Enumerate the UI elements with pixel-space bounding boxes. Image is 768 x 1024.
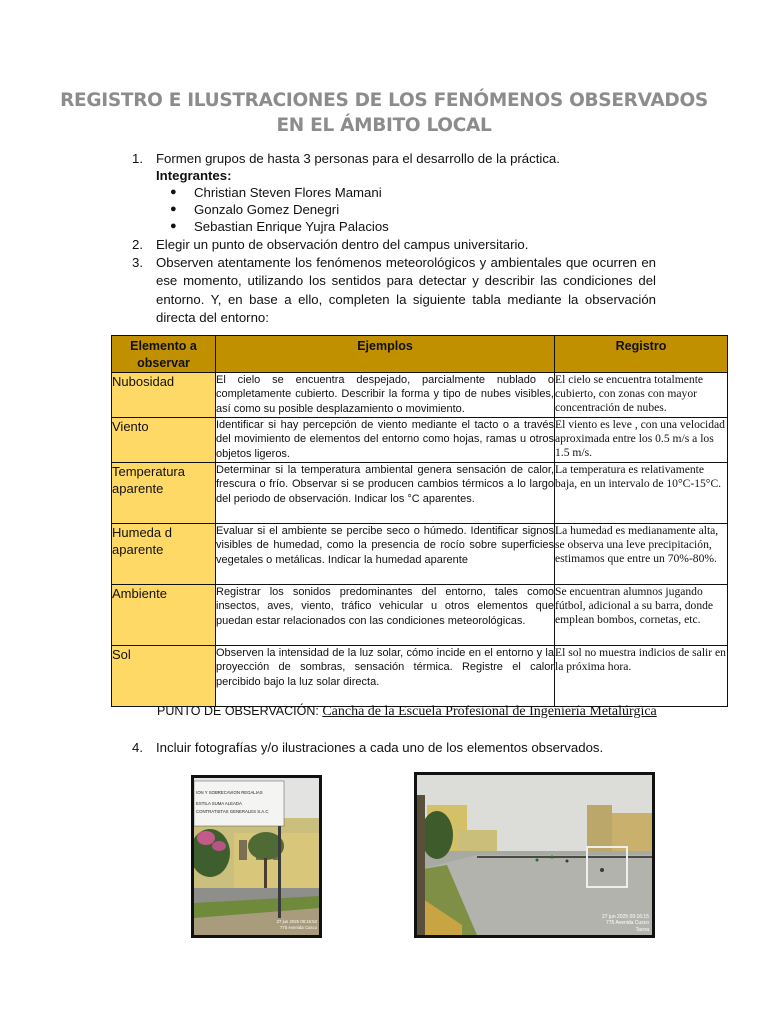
cell-ejemplo: Identificar si hay percepción de viento mediante el tacto o a través del movimiento de elementos del entorno como hojas, ramas u otros objetos ligeros. (216, 418, 555, 463)
cell-registro: El viento es leve , con una velocidad aproximada entre los 0.5 m/s a los 1.5 m/s. (555, 418, 728, 463)
photo-location: 775 Avenida Cusco (606, 920, 649, 926)
cell-elemento: Ambiente (112, 585, 216, 646)
item-text: Formen grupos de hasta 3 personas para el desarrollo de la práctica. (156, 151, 560, 166)
cell-ejemplo: Registrar los sonidos predominantes del entorno, tales como insectos, aves, viento, tráfico vehicular u otros elementos que puedan estar relacionados con las condiciones meteorológicas. (216, 585, 555, 646)
item-number: 2. (132, 237, 143, 252)
item-text: Incluir fotografías y/o ilustraciones a cada uno de los elementos observados. (156, 740, 604, 755)
table-header-row (112, 336, 728, 373)
cell-registro: Se encuentran alumnos jugando fútbol, adicional a su barra, donde emplean bombos, cornetas, etc. (555, 585, 728, 646)
title-line-2: EN EL ÁMBITO LOCAL (276, 115, 492, 136)
observation-point-value: Cancha de la Escuela Profesional de Ingeniería Metalúrgica (322, 704, 657, 719)
photo-field (414, 772, 655, 938)
cell-elemento: Viento (112, 418, 216, 463)
cell-registro: La humedad es medianamente alta, se observa una leve precipitación, estimamos que entre un 70%-80%. (555, 524, 728, 585)
table-row (112, 646, 728, 707)
cell-elemento: Humeda d aparente (112, 524, 216, 585)
sign-line: ION Y SOBRECAVION REGALIAS (196, 790, 263, 795)
table-row (112, 463, 728, 524)
observation-point (157, 704, 657, 720)
cell-registro: El sol no muestra indicios de salir en la próxima hora. (555, 646, 728, 707)
table-row (112, 373, 728, 418)
bullet-icon: ● (170, 220, 177, 232)
cell-elemento: Sol (112, 646, 216, 707)
photo-timestamp: 27 jun 2025 09:16:15 (602, 914, 649, 920)
member-name: Christian Steven Flores Mamani (194, 185, 382, 200)
header-registro: Registro (555, 336, 728, 373)
table-row (112, 418, 728, 463)
observation-point-label: PUNTO DE OBSERVACIÓN: (157, 704, 319, 718)
header-ejemplos: Ejemplos (216, 336, 555, 373)
item-text: Observen atentamente los fenómenos meteorológicos y ambientales que ocurren en ese momento, utilizando los sentidos para detectar y describir las condiciones del entorno. Y, en base a ello, completen la siguiente tabla mediante la observación directa del entorno: (156, 255, 656, 325)
photo-field-image (417, 775, 652, 935)
cell-elemento: Temperatura aparente (112, 463, 216, 524)
title-line-1: REGISTRO E ILUSTRACIONES DE LOS FENÓMENOS OBSERVADOS (60, 90, 708, 111)
table-row (112, 585, 728, 646)
cell-ejemplo: Observen la intensidad de la luz solar, cómo incide en el entorno y la proyección de sombras, sensación térmica. Registre el calor percibido bajo la luz solar directa. (216, 646, 555, 707)
photo-sign-image (194, 778, 319, 935)
cell-ejemplo: Evaluar si el ambiente se percibe seco o húmedo. Identificar signos visibles de humedad, como la presencia de rocío sobre superficies vegetales o metálicas. Indicar la humedad aparente (216, 524, 555, 585)
integrantes-label: Integrantes: (156, 168, 232, 183)
item-text: Elegir un punto de observación dentro del campus universitario. (156, 237, 529, 252)
cell-elemento: Nubosidad (112, 373, 216, 418)
member-name: Sebastian Enrique Yujra Palacios (194, 219, 389, 234)
bullet-icon: ● (170, 203, 177, 215)
photo-location: 775 Avenida Cusco (280, 925, 317, 930)
item-number: 3. (132, 255, 143, 270)
header-elemento: Elemento a observar (112, 336, 216, 373)
table-row (112, 524, 728, 585)
page-title (0, 88, 768, 138)
item-number: 4. (132, 740, 143, 755)
sign-line: CONTRATISTAS GENERALES S.A.C (196, 809, 269, 814)
sign-line: ESTILA SUMA ALEADA (196, 801, 242, 806)
cell-registro: La temperatura es relativamente baja, en un intervalo de 10°C-15°C. (555, 463, 728, 524)
item-number: 1. (132, 151, 143, 166)
cell-ejemplo: Determinar si la temperatura ambiental genera sensación de calor, frescura o frío. Observar si se producen cambios térmicos a lo largo del periodo de observación. Indicar los °C aparentes. (216, 463, 555, 524)
photo-sign (191, 775, 322, 938)
member-name: Gonzalo Gomez Denegri (194, 202, 340, 217)
photo-city: Tacna (635, 927, 649, 933)
observation-table (111, 335, 728, 707)
cell-registro: El cielo se encuentra totalmente cubierto, con zonas con mayor concentración de nubes. (555, 373, 728, 418)
photo-timestamp: 27 jun 2025 09:15:52 (276, 919, 317, 924)
bullet-icon: ● (170, 186, 177, 198)
cell-ejemplo: El cielo se encuentra despejado, parcialmente nublado o completamente cubierto. Describir la forma y tipo de nubes visibles, así como su posible desplazamiento o movimiento. (216, 373, 555, 418)
